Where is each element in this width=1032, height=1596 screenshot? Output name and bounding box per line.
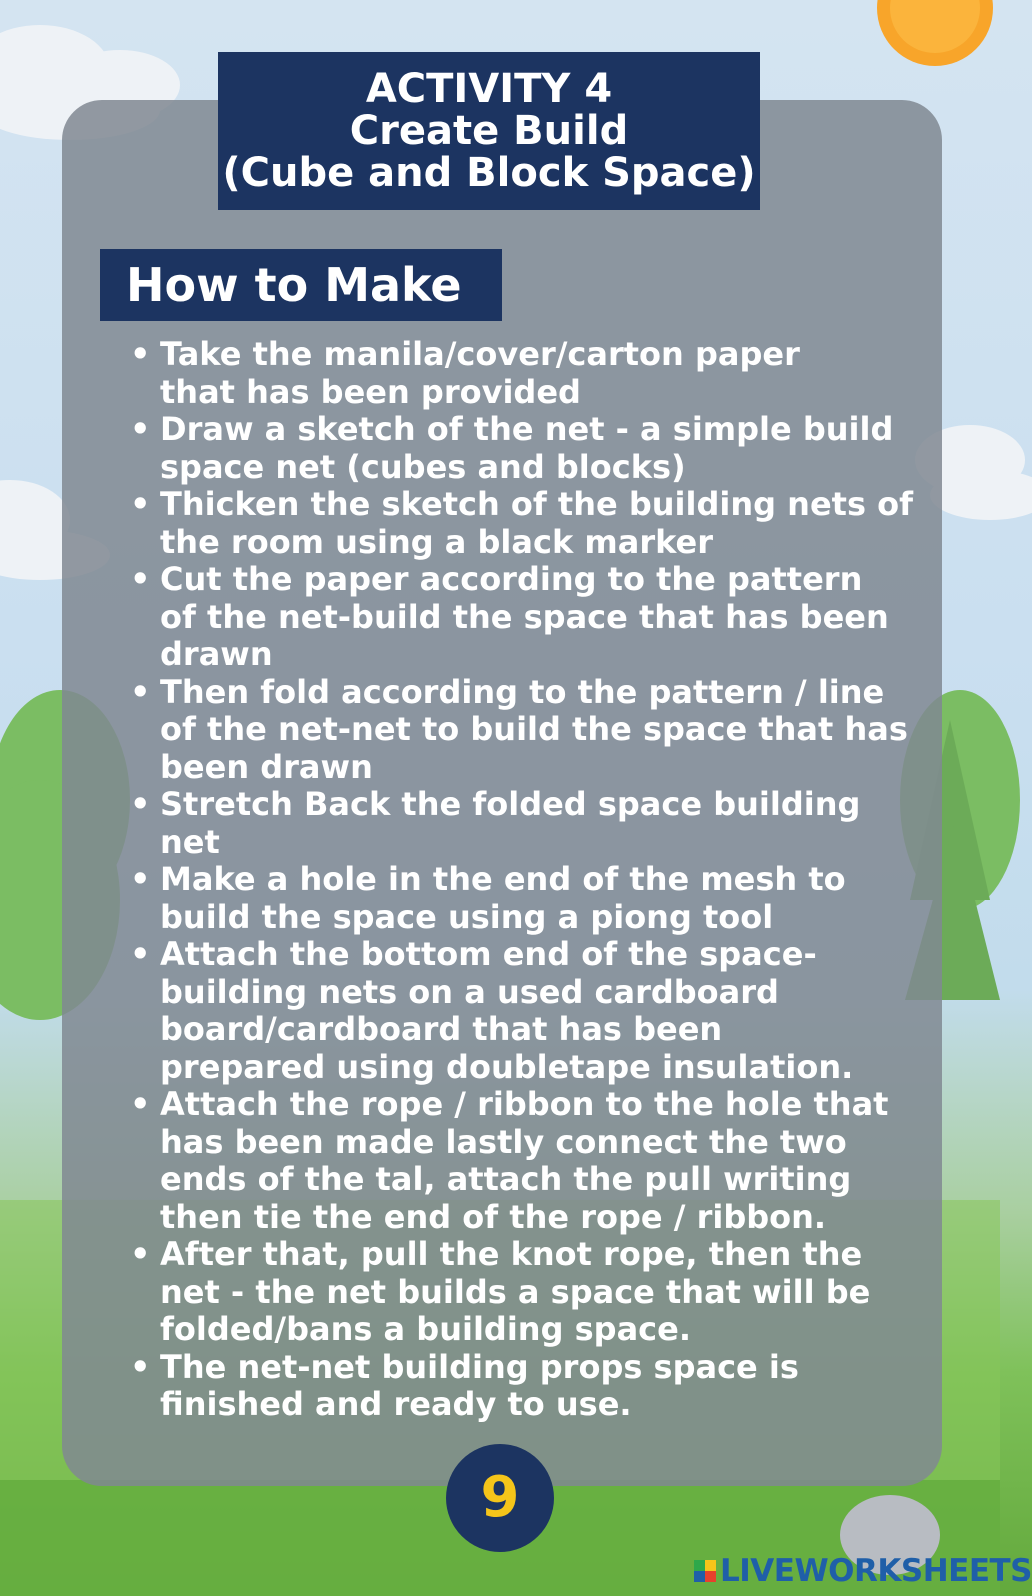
step-text: Stretch Back the folded space building net (160, 785, 861, 861)
step-text: After that, pull the knot rope, then the net - the net builds a space that will be folded/bans a building space. (160, 1235, 871, 1348)
step-text: Attach the rope / ribbon to the hole that has been made lastly connect the two ends of the tal, attach the pull writing then tie the end of the rope / ribbon. (160, 1085, 889, 1236)
list-item (130, 861, 920, 936)
activity-header (218, 52, 760, 210)
list-item (130, 1236, 920, 1349)
step-text: Attach the bottom end of the space- building nets on a used cardboard board/cardboard that has been prepared using doubletape insulation. (160, 935, 854, 1086)
step-text: Cut the paper according to the pattern of the net-build the space that has been drawn (160, 560, 889, 673)
brand-logo[interactable] (694, 1554, 1032, 1588)
step-text: The net-net building props space is finished and ready to use. (160, 1347, 799, 1423)
bullet-icon: • (130, 1235, 151, 1273)
liveworksheets-logo-icon (694, 1560, 716, 1582)
steps-list (130, 336, 920, 1424)
list-item (130, 936, 920, 1086)
step-text: Make a hole in the end of the mesh to build the space using a piong tool (160, 860, 846, 936)
step-text: Thicken the sketch of the building nets of the room using a black marker (160, 485, 914, 561)
bullet-icon: • (130, 1085, 151, 1123)
list-item (130, 411, 920, 486)
bullet-icon: • (130, 410, 151, 448)
page-number-badge: 9 (446, 1444, 554, 1552)
bullet-icon: • (130, 485, 151, 523)
bullet-icon: • (130, 785, 151, 823)
bullet-icon: • (130, 335, 151, 373)
activity-number: ACTIVITY 4 (365, 66, 613, 112)
bullet-icon: • (130, 860, 151, 898)
bullet-icon: • (130, 560, 151, 598)
bullet-icon: • (130, 935, 151, 973)
list-item (130, 561, 920, 674)
list-item (130, 1086, 920, 1236)
list-item (130, 786, 920, 861)
bullet-icon: • (130, 672, 151, 711)
list-item (130, 486, 920, 561)
activity-subtitle: (Cube and Block Space) (222, 150, 756, 196)
list-item (130, 674, 920, 787)
step-text: Take the manila/cover/carton paper that has been provided (160, 335, 800, 411)
brand-name: LIVEWORKSHEETS (720, 1553, 1032, 1589)
step-text: Draw a sketch of the net - a simple build space net (cubes and blocks) (160, 410, 894, 486)
activity-title: Create Build (349, 108, 629, 154)
section-heading: How to Make (100, 249, 502, 321)
list-item (130, 336, 920, 411)
step-text: Then fold according to the pattern / line of the net-net to build the space that has been drawn (160, 672, 908, 786)
bullet-icon: • (130, 1347, 151, 1386)
list-item (130, 1349, 920, 1424)
